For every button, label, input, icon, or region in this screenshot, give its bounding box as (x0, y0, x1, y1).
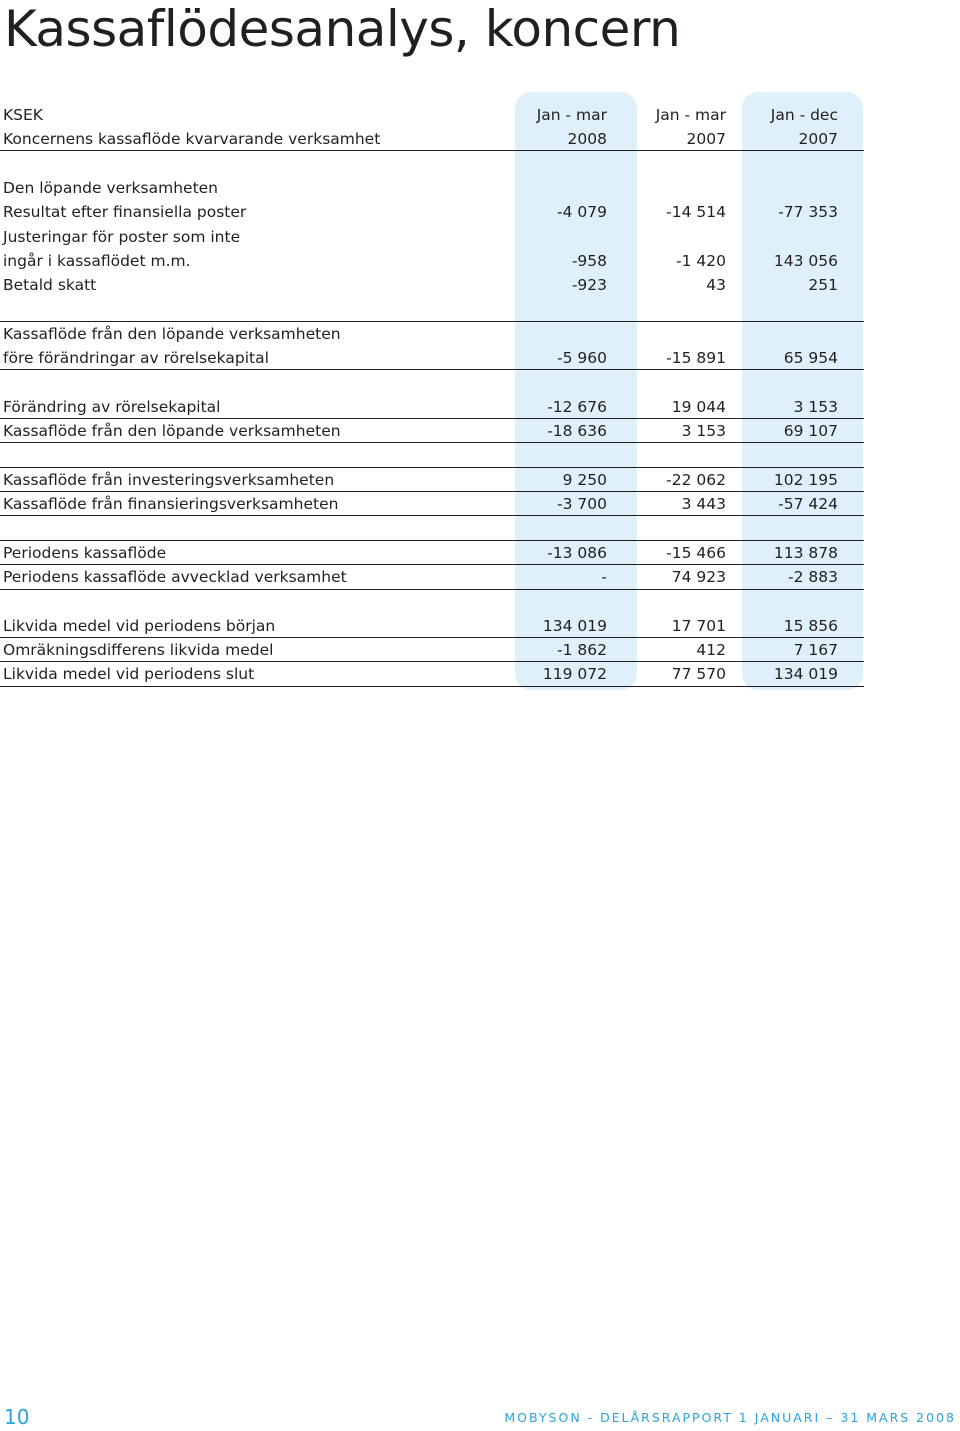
table-row (0, 614, 864, 638)
table-row (0, 176, 864, 200)
cell-value: 113 878 (773, 544, 838, 562)
cell-value: -22 062 (666, 471, 726, 489)
row-label: Omräkningsdifferens likvida medel (3, 641, 274, 659)
cell-value: 15 856 (783, 617, 838, 635)
cell-value: 134 019 (542, 617, 607, 635)
cell-value: 143 056 (773, 252, 838, 270)
row-label: Justeringar för poster som inte (3, 228, 241, 246)
cell-value: 3 153 (681, 422, 726, 440)
footer-text: MOBYSON - DELÅRSRAPPORT 1 JANUARI – 31 MARS 2008 (504, 1410, 956, 1425)
cell-value: 19 044 (671, 398, 726, 416)
col-header-year-1: 2008 (567, 130, 607, 148)
table-row (0, 395, 864, 419)
divider (0, 686, 864, 687)
cell-value: 251 (808, 276, 838, 294)
cell-value: -923 (571, 276, 607, 294)
page-title: Kassaflödesanalys, koncern (4, 0, 681, 58)
table-row (0, 225, 864, 249)
divider (0, 589, 864, 590)
table-row (0, 346, 864, 370)
cell-value: -1 420 (676, 252, 726, 270)
cell-value: -3 700 (557, 495, 607, 513)
divider (0, 369, 864, 370)
cell-value: -1 862 (557, 641, 607, 659)
col-header-year-3: 2007 (798, 130, 838, 148)
row-label: Likvida medel vid periodens slut (3, 665, 255, 683)
cell-value: 74 923 (671, 568, 726, 586)
cell-value: 77 570 (671, 665, 726, 683)
cell-value: 3 443 (681, 495, 726, 513)
cell-value: -4 079 (557, 203, 607, 221)
cell-value: -15 466 (666, 544, 726, 562)
row-label: ingår i kassaflödet m.m. (3, 252, 191, 270)
cell-value: -2 883 (788, 568, 838, 586)
cell-value: -57 424 (778, 495, 838, 513)
cell-value: 3 153 (793, 398, 838, 416)
header-row-year (0, 127, 864, 151)
col-header-period-1: Jan - mar (536, 106, 607, 124)
cell-value: 102 195 (773, 471, 838, 489)
row-label: Periodens kassaflöde (3, 544, 167, 562)
cell-value: -77 353 (778, 203, 838, 221)
cell-value: 134 019 (773, 665, 838, 683)
cell-value: 43 (706, 276, 726, 294)
table-row (0, 492, 864, 516)
table-row (0, 200, 864, 224)
cell-value: 119 072 (542, 665, 607, 683)
table-row (0, 249, 864, 273)
divider (0, 515, 864, 516)
page-number: 10 (4, 1405, 30, 1429)
table-row (0, 541, 864, 565)
cell-value: -15 891 (666, 349, 726, 367)
cell-value: 69 107 (783, 422, 838, 440)
cell-value: - (601, 568, 607, 586)
row-label: före förändringar av rörelsekapital (3, 349, 269, 367)
table-row (0, 468, 864, 492)
row-label: Kassaflöde från investeringsverksamheten (3, 471, 335, 489)
table-subtitle: Koncernens kassaflöde kvarvarande verksamhet (3, 130, 381, 148)
cell-value: 17 701 (671, 617, 726, 635)
table-row (0, 565, 864, 589)
row-label: Förändring av rörelsekapital (3, 398, 221, 416)
table-row (0, 419, 864, 443)
table-row (0, 273, 864, 297)
row-label: Den löpande verksamheten (3, 179, 219, 197)
row-label: Periodens kassaflöde avvecklad verksamhet (3, 568, 347, 586)
cell-value: -18 636 (547, 422, 607, 440)
row-label: Resultat efter finansiella poster (3, 203, 247, 221)
row-label: Kassaflöde från finansieringsverksamheten (3, 495, 339, 513)
col-header-period-2: Jan - mar (655, 106, 726, 124)
row-label: Likvida medel vid periodens början (3, 617, 276, 635)
divider (0, 150, 864, 151)
cell-value: -5 960 (557, 349, 607, 367)
unit-label: KSEK (3, 106, 43, 124)
cell-value: -12 676 (547, 398, 607, 416)
row-label: Kassaflöde från den löpande verksamheten (3, 325, 341, 343)
cell-value: 9 250 (562, 471, 607, 489)
cell-value: -958 (571, 252, 607, 270)
cell-value: -14 514 (666, 203, 726, 221)
divider (0, 442, 864, 443)
col-header-year-2: 2007 (686, 130, 726, 148)
cell-value: -13 086 (547, 544, 607, 562)
cell-value: 7 167 (793, 641, 838, 659)
table-row (0, 322, 864, 346)
table-row (0, 638, 864, 662)
cell-value: 65 954 (783, 349, 838, 367)
header-row-period (0, 103, 864, 127)
table-row (0, 662, 864, 686)
cell-value: 412 (696, 641, 726, 659)
row-label: Kassaflöde från den löpande verksamheten (3, 422, 341, 440)
row-label: Betald skatt (3, 276, 97, 294)
col-header-period-3: Jan - dec (770, 106, 838, 124)
